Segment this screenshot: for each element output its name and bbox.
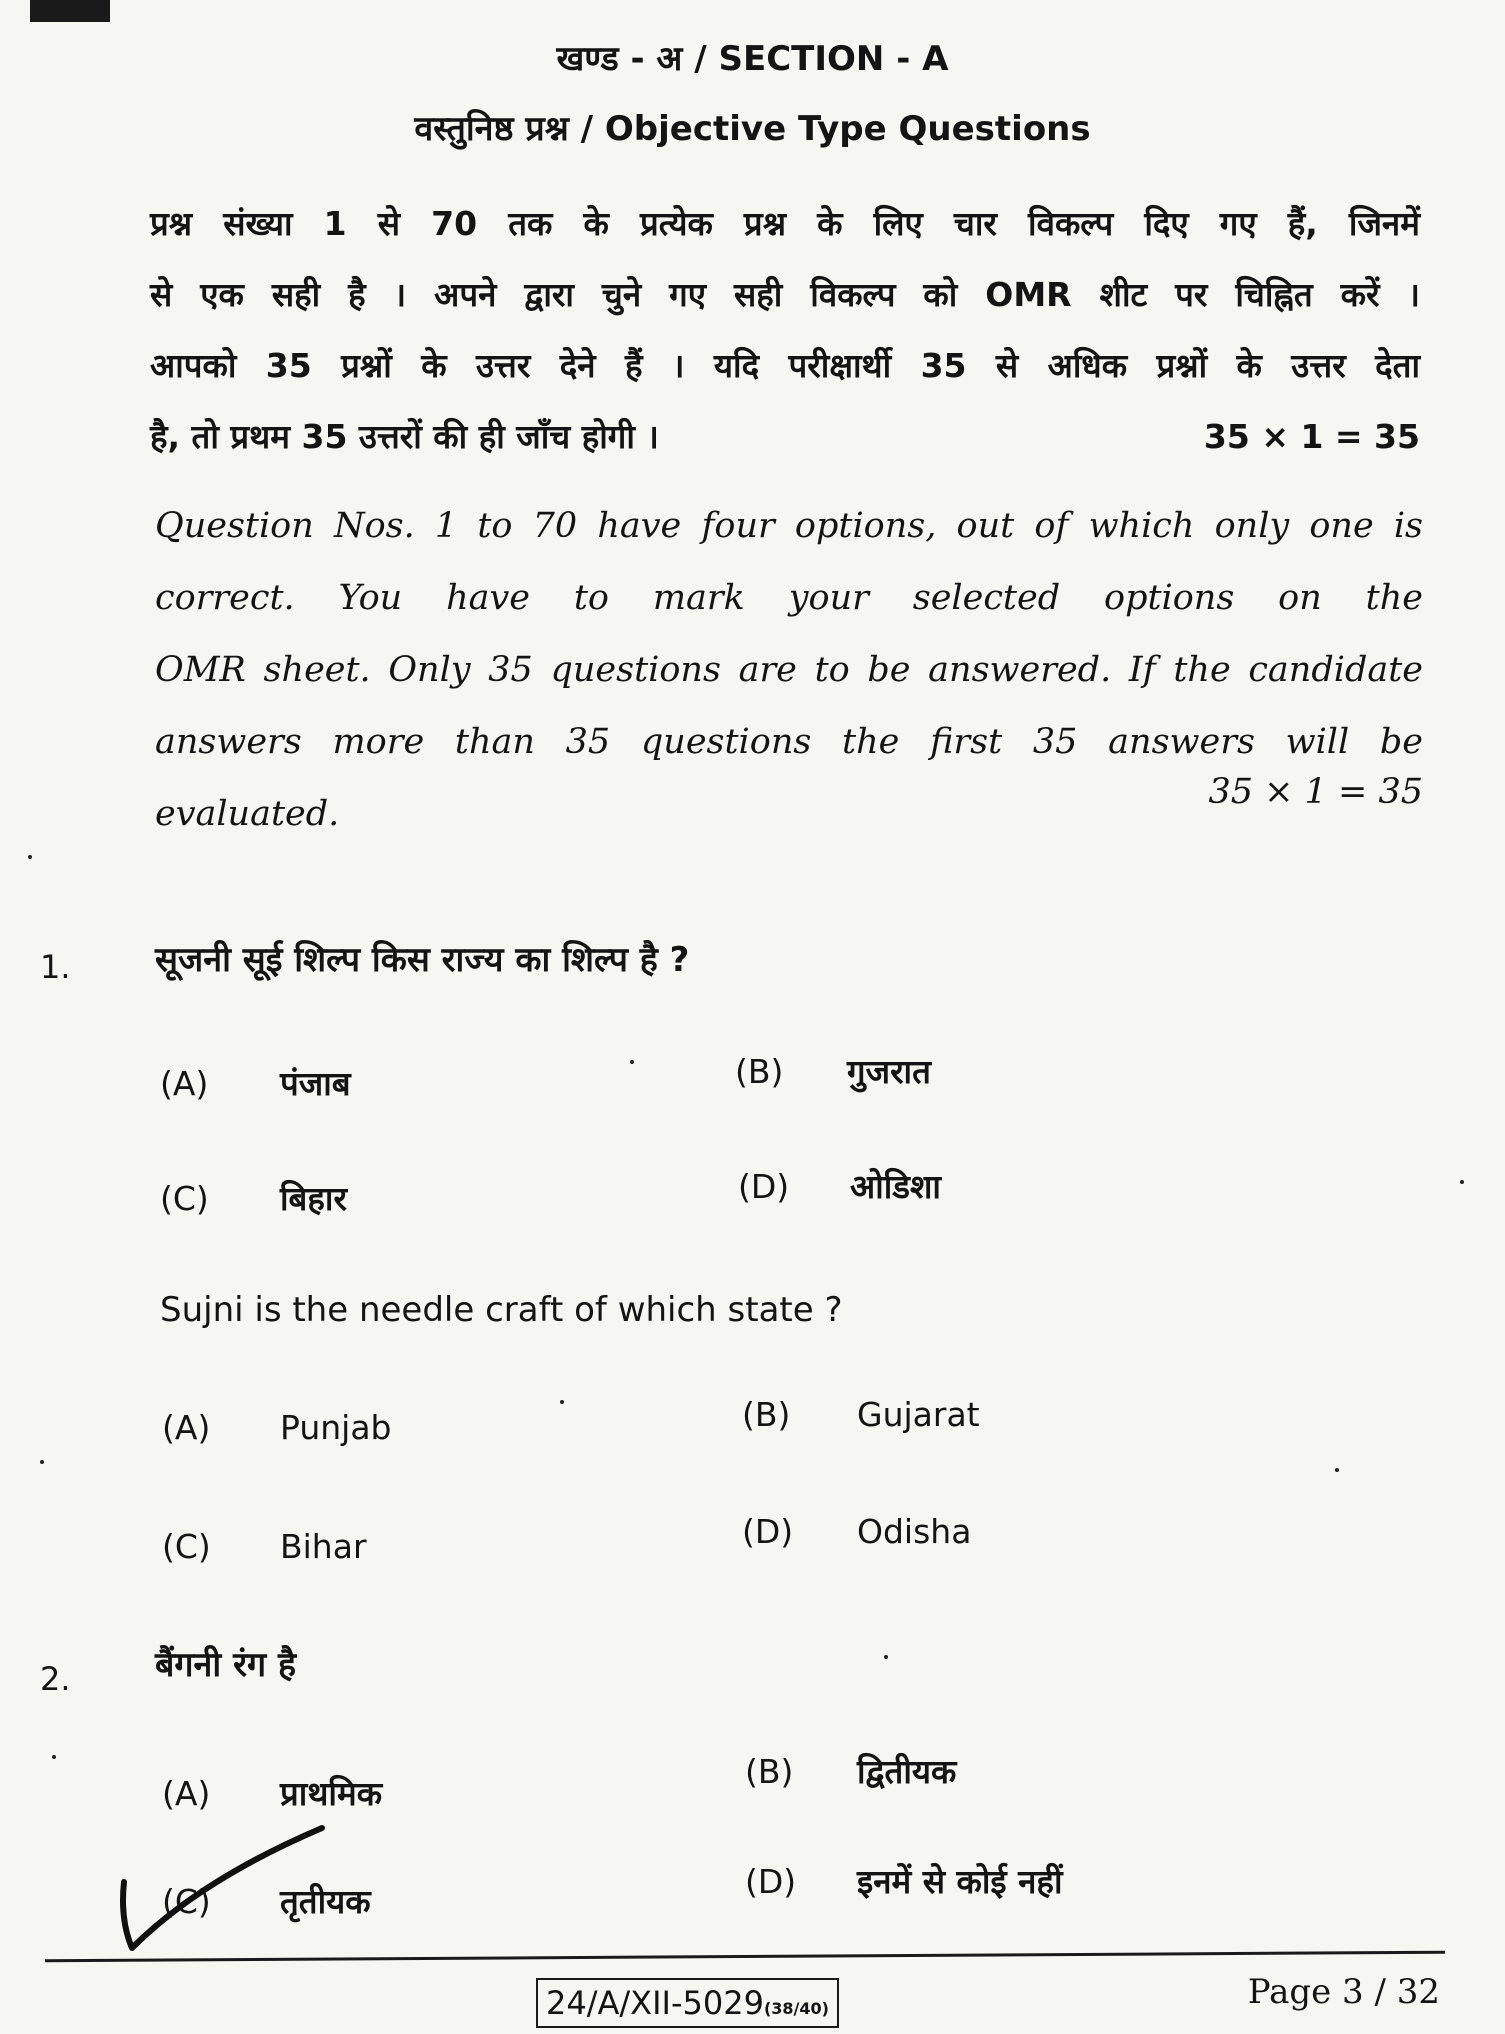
option-d-hindi [738,1163,941,1208]
checkmark-icon [110,1820,340,1960]
option-label: (B) [735,1052,784,1091]
question-text-english: Sujni is the needle craft of which state ? [160,1290,843,1330]
section-heading: खण्ड - अ / SECTION - A [556,39,949,79]
option-label: (A) [162,1774,211,1813]
option-text: Gujarat [857,1395,980,1434]
option-label: (B) [745,1752,794,1791]
option-d-hindi [745,1858,1063,1903]
scan-speck [28,855,32,859]
option-text: द्वितीयक [857,1752,957,1791]
marks-english: 35 × 1 = 35 [1208,772,1423,812]
option-a-hindi [162,1770,382,1815]
scan-speck [40,1460,44,1464]
instruction-line: correct. You have to mark your selected options on the [155,578,1423,618]
scan-speck [560,1400,564,1404]
option-label: (C) [162,1882,211,1921]
question-text-hindi: सूजनी सूई शिल्प किस राज्य का शिल्प है ? [155,940,690,980]
instruction-line: answers more than 35 questions the first 35 answers will be [155,722,1423,762]
corner-mark [30,0,110,22]
option-text: बिहार [280,1179,347,1218]
instruction-line: प्रश्न संख्या 1 से 70 तक के प्रत्येक प्रश्न के लिए चार विकल्प दिए गए हैं, जिनमें [150,204,1420,243]
page-number: Page 3 / 32 [1247,1972,1440,2012]
question-text-hindi: बैंगनी रंग है [155,1645,297,1685]
instruction-line: आपको 35 प्रश्नों के उत्तर देने हैं । यदि परीक्षार्थी 35 से अधिक प्रश्नों के उत्तर देता [150,346,1420,385]
option-label: (A) [162,1408,211,1447]
option-text: तृतीयक [280,1882,371,1921]
instruction-line-text: है, तो प्रथम 35 उत्तरों की ही जाँच होगी । [150,417,659,456]
scan-speck [884,1655,888,1659]
scan-speck [1460,1180,1464,1184]
paper-code-text: 24/A/XII-5029 [546,1984,764,2022]
option-label: (D) [742,1512,794,1551]
option-b-english [742,1395,980,1434]
option-b-hindi [745,1748,956,1793]
instruction-line: से एक सही है । अपने द्वारा चुने गए सही विकल्प को OMR शीट पर चिह्नित करें । [150,275,1420,314]
option-text: पंजाब [280,1064,351,1103]
option-text: ओडिशा [850,1167,941,1206]
question-number: 2. [40,1660,71,1698]
option-label: (B) [742,1395,791,1434]
option-text: Punjab [280,1408,392,1447]
option-c-hindi [160,1175,347,1220]
option-label: (D) [745,1862,797,1901]
instruction-line: evaluated. [155,794,340,834]
paper-code [536,1978,839,2028]
option-text: गुजरात [847,1052,931,1091]
question-number: 1. [40,948,71,986]
section-subtitle: वस्तुनिष्ठ प्रश्न / Objective Type Questions [414,109,1091,149]
marks-hindi: 35 × 1 = 35 [1203,417,1420,456]
instruction-line [150,401,1420,472]
instructions-english [155,490,1423,850]
paper-code-suffix: (38/40) [763,1999,829,2018]
instructions-hindi [150,188,1420,472]
option-text: प्राथमिक [280,1774,383,1813]
scan-speck [52,1755,56,1759]
option-text: Odisha [857,1512,972,1551]
scan-speck [1335,1468,1339,1472]
option-label: (A) [160,1064,209,1103]
option-b-hindi [735,1048,931,1093]
option-c-english [162,1527,367,1566]
option-a-english [162,1408,392,1447]
option-text: इनमें से कोई नहीं [857,1862,1063,1901]
instruction-line: Question Nos. 1 to 70 have four options, out of which only one is [155,506,1423,546]
option-a-hindi [160,1060,351,1105]
option-text: Bihar [280,1527,367,1566]
instruction-line: OMR sheet. Only 35 questions are to be answered. If the candidate [155,650,1423,690]
option-label: (C) [162,1527,211,1566]
scan-speck [630,1060,634,1064]
option-label: (D) [738,1167,790,1206]
option-label: (C) [160,1179,209,1218]
option-d-english [742,1512,971,1551]
